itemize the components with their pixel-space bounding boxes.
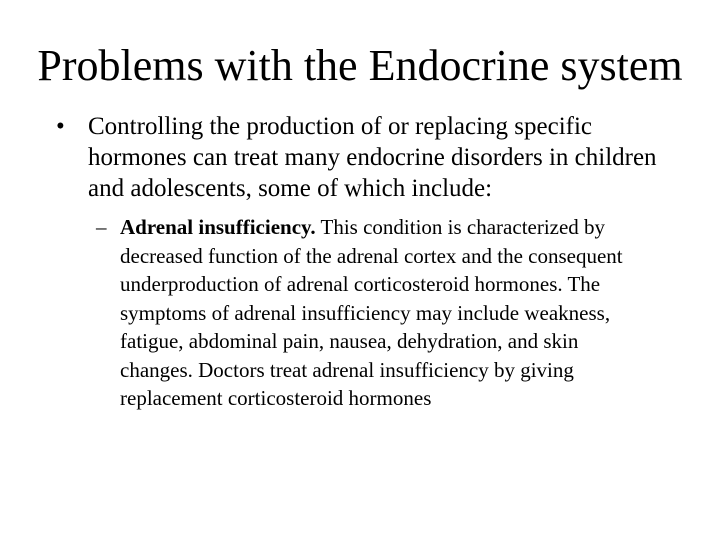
sub-bullet-marker: – (96, 215, 107, 239)
sub-bullet-term: Adrenal insufficiency. (120, 215, 316, 239)
slide-title: Problems with the Endocrine system (37, 41, 683, 90)
sub-bullet-item (96, 213, 696, 413)
sub-bullet-content (120, 213, 656, 413)
bullet-text: Controlling the production of or replacing specific hormones can treat many endocrine disorders in children and adolescents, some of which include: (88, 113, 657, 202)
bullet-item (56, 111, 696, 204)
bullet-marker: • (56, 113, 65, 140)
bullet-list (56, 111, 696, 413)
sub-bullet-text: This condition is characterized by decreased function of the adrenal cortex and the consequent underproduction of adrenal corticosteroid hormones. The symptoms of adrenal insufficiency may include weakness, fatigue, abdominal pain, nausea, dehydration, and skin changes. Doctors treat adrenal insufficiency by giving replacement corticosteroid hormones (120, 215, 623, 410)
